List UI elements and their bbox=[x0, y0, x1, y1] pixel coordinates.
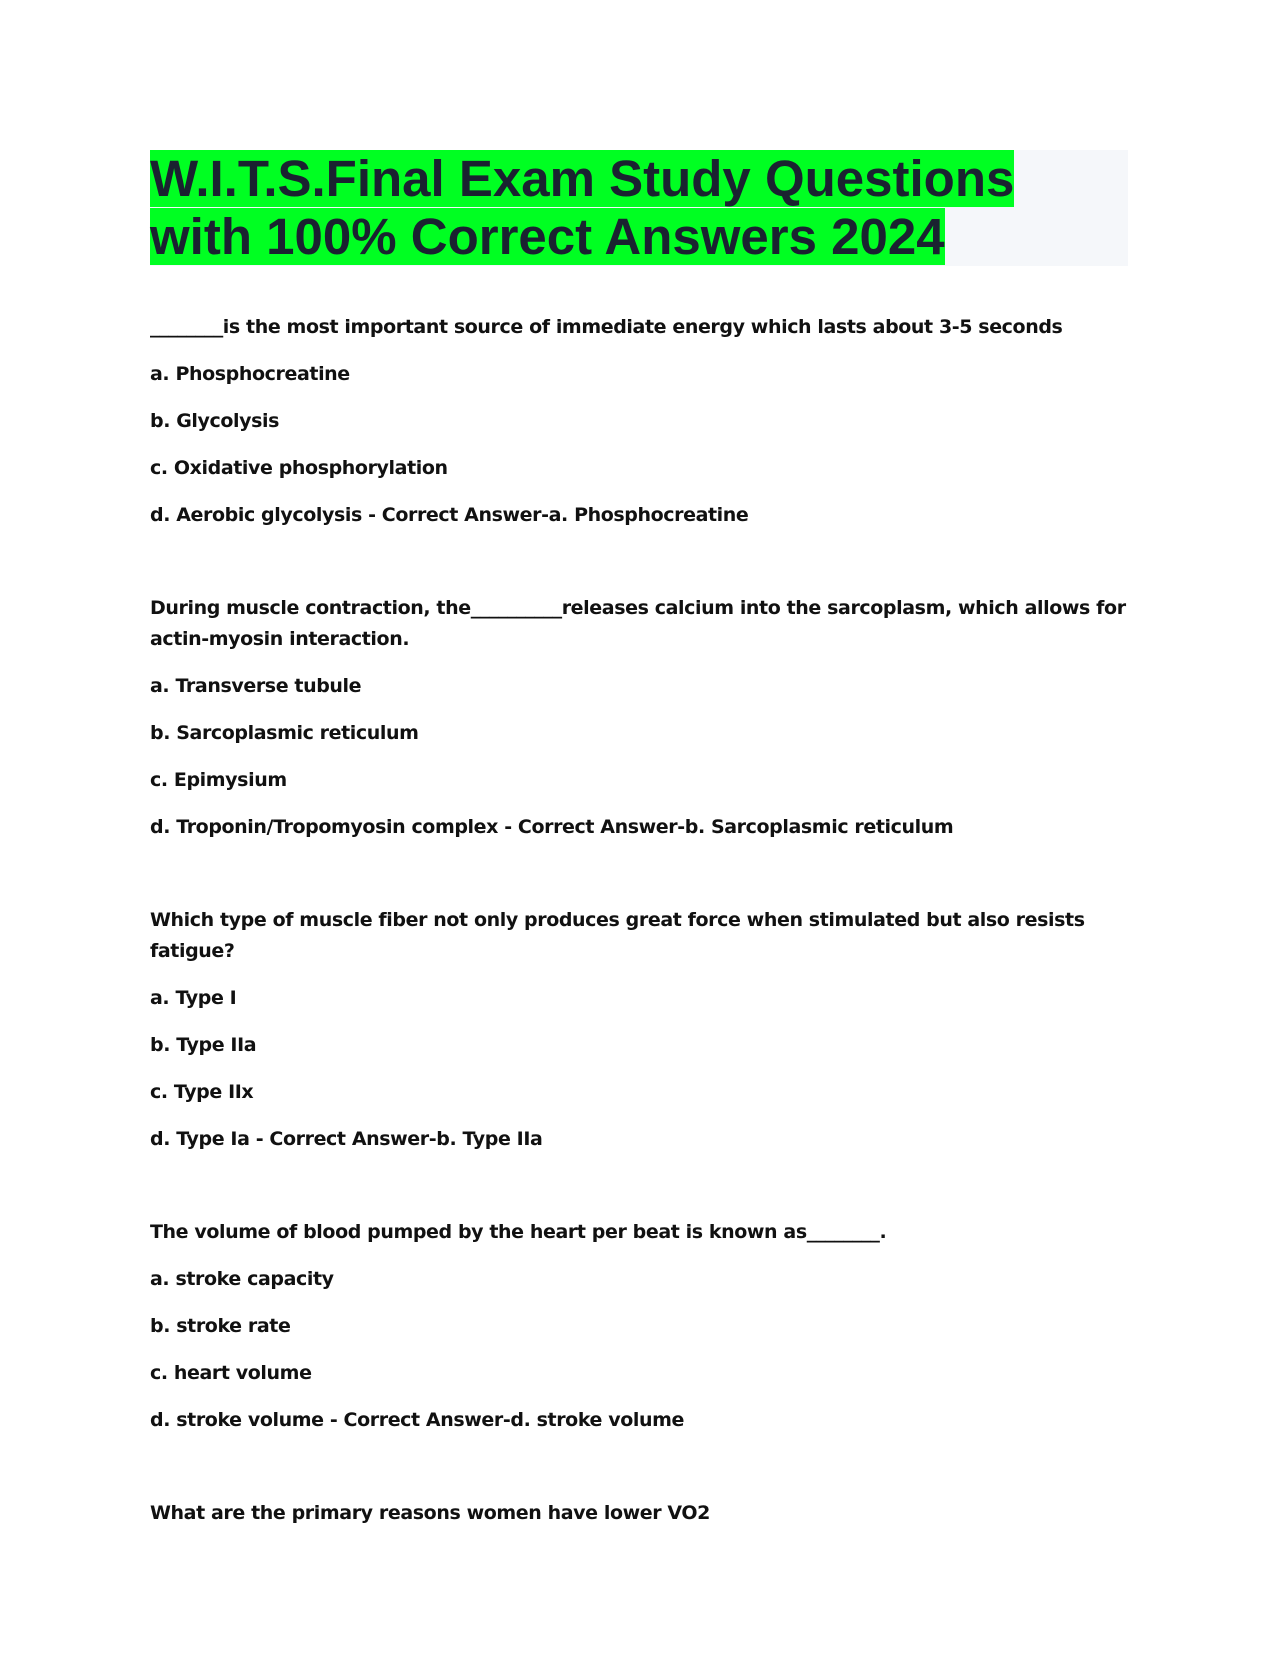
answer-option: b. Glycolysis bbox=[150, 410, 280, 432]
answer-option: c. Oxidative phosphorylation bbox=[150, 457, 448, 479]
question-3 bbox=[150, 905, 1128, 1155]
question-4 bbox=[150, 1217, 1128, 1436]
answer-option: c. Type IIx bbox=[150, 1081, 254, 1103]
question-text: During muscle contraction, the__________releases calcium into the sarcoplasm, which allows for actin-myosin interaction. bbox=[150, 597, 1126, 650]
question-text: The volume of blood pumped by the heart per beat is known as________. bbox=[150, 1221, 887, 1243]
question-1 bbox=[150, 312, 1128, 531]
question-text: What are the primary reasons women have lower VO2 bbox=[150, 1502, 710, 1524]
question-5 bbox=[150, 1498, 1128, 1529]
answer-option: a. Type I bbox=[150, 987, 237, 1009]
answer-option-with-correct-answer: d. Troponin/Tropomyosin complex - Correct Answer-b. Sarcoplasmic reticulum bbox=[150, 816, 954, 838]
title-highlight: W.I.T.S.Final Exam Study Questions with 100% Correct Answers 2024 bbox=[150, 150, 1015, 265]
question-2 bbox=[150, 593, 1128, 843]
answer-option-with-correct-answer: d. stroke volume - Correct Answer-d. stroke volume bbox=[150, 1409, 685, 1431]
answer-option-with-correct-answer: d. Type Ia - Correct Answer-b. Type IIa bbox=[150, 1128, 543, 1150]
answer-option-with-correct-answer: d. Aerobic glycolysis - Correct Answer-a. Phosphocreatine bbox=[150, 504, 749, 526]
document-page bbox=[150, 150, 1128, 1545]
question-text: Which type of muscle fiber not only produces great force when stimulated but also resists fatigue? bbox=[150, 909, 1085, 962]
answer-option: c. Epimysium bbox=[150, 769, 287, 791]
answer-option: b. stroke rate bbox=[150, 1315, 291, 1337]
answer-option: b. Sarcoplasmic reticulum bbox=[150, 722, 419, 744]
question-list bbox=[150, 312, 1128, 1529]
answer-option: a. Phosphocreatine bbox=[150, 363, 350, 385]
title-block bbox=[150, 150, 1128, 266]
answer-option: b. Type IIa bbox=[150, 1034, 257, 1056]
answer-option: c. heart volume bbox=[150, 1362, 312, 1384]
answer-option: a. stroke capacity bbox=[150, 1268, 334, 1290]
question-text: ________is the most important source of immediate energy which lasts about 3-5 seconds bbox=[150, 316, 1063, 338]
document-title bbox=[150, 150, 1014, 265]
answer-option: a. Transverse tubule bbox=[150, 675, 362, 697]
